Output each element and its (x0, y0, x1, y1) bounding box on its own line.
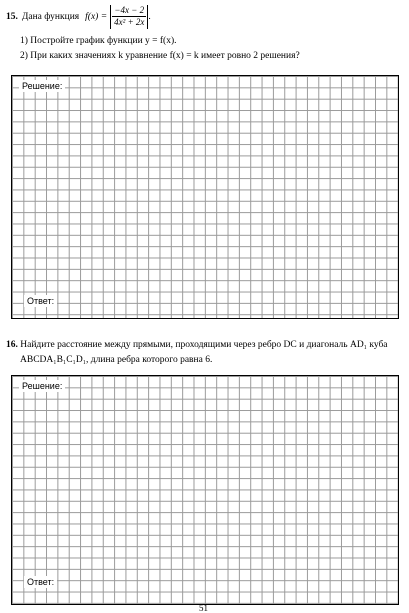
task15-answer-label: Ответ: (24, 295, 57, 307)
task15-func-lhs: f(x) = (85, 12, 108, 22)
task15-denominator: 4x² + 2x (114, 17, 145, 27)
task15-item1: 1) Постройте график функции y = f(x). (20, 36, 177, 46)
task15-header: 15. Дана функция f(x) = $\frac{-4x - 2}{\text{4x² + 2x}}$ . (6, 5, 151, 27)
task15-item2: 2) При каких значениях k уравнение f(x) = k имеет ровно 2 решения? (20, 51, 300, 61)
task15-intro: Дана функция (21, 12, 80, 22)
task16-text-line1: Найдите расстояние между прямыми, проходящими через ребро DC и диагональ AD₁ куба (20, 340, 388, 350)
task15-numerator: −4x − 2 (114, 5, 145, 15)
task15-abs-fraction (110, 5, 148, 29)
task16-text-line2: ABCDA₁B₁C₁D₁, длина ребра которого равна 6. (20, 355, 213, 365)
task15-solution-grid[interactable] (11, 75, 399, 319)
task15-fraction (112, 5, 146, 28)
page-number: 51 (199, 603, 208, 613)
task16-solution-grid[interactable] (11, 375, 399, 605)
task15-number: 15. (6, 12, 18, 22)
task15-solution-label: Решение: (19, 80, 65, 92)
task16-line1 (6, 339, 388, 351)
task16-solution-label: Решение: (19, 380, 65, 392)
task16-number: 16. (6, 340, 18, 350)
task16-answer-label: Ответ: (24, 576, 57, 588)
